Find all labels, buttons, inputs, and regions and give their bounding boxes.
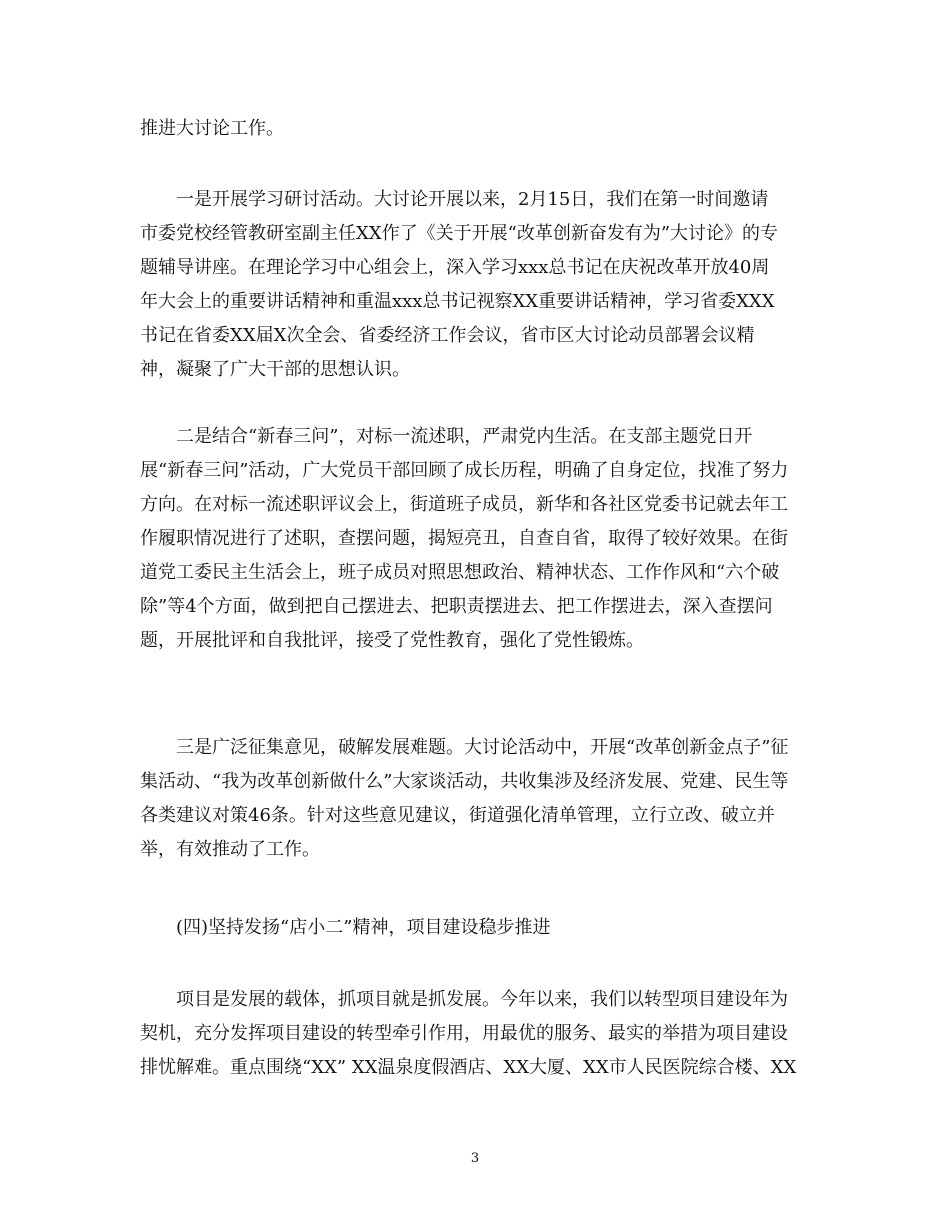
text-line: 各类建议对策46条。针对这些意见建议，街道强化清单管理，立行立改、破立并 bbox=[140, 805, 775, 826]
text-line: 作履职情况进行了述职，查摆问题，揭短亮丑，自查自省，取得了较好效果。在街 bbox=[140, 528, 788, 549]
paragraph-study-activities bbox=[140, 183, 820, 387]
text-line: 二是结合“新春三问”，对标一流述职，严肃党内生活。在支部主题党日开 bbox=[176, 426, 753, 447]
text-line: 集活动、“我为改革创新做什么”大家谈活动，共收集涉及经济发展、党建、民生等 bbox=[140, 771, 789, 792]
text-line: 三是广泛征集意见，破解发展难题。大讨论活动中，开展“改革创新金点子”征 bbox=[176, 737, 789, 758]
heading-text: (四)坚持发扬“店小二”精神，项目建设稳步推进 bbox=[176, 917, 551, 938]
page-number: 3 bbox=[470, 1151, 480, 1166]
paragraph-collect-opinions bbox=[140, 731, 820, 867]
text-line: 市委党校经管教研室副主任XX作了《关于开展“改革创新奋发有为”大讨论》的专 bbox=[140, 223, 779, 244]
text-line: 项目是发展的载体，抓项目就是抓发展。今年以来，我们以转型项目建设年为 bbox=[176, 989, 788, 1010]
text-line: 方向。在对标一流述职评议会上，街道班子成员，新华和各社区党委书记就去年工 bbox=[140, 494, 788, 515]
text-line: 神，凝聚了广大干部的思想认识。 bbox=[140, 359, 410, 380]
paragraph-new-spring-questions bbox=[140, 420, 820, 658]
text-line: 推进大讨论工作。 bbox=[140, 118, 284, 139]
text-line: 年大会上的重要讲话精神和重温xxx总书记视察XX重要讲话精神，学习省委XXX bbox=[140, 291, 775, 312]
text-line: 举，有效推动了工作。 bbox=[140, 839, 320, 860]
text-line: 契机，充分发挥项目建设的转型牵引作用，用最优的服务、最实的举措为项目建设 bbox=[140, 1023, 788, 1044]
text-line: 排忧解难。重点围绕“XX” XX温泉度假酒店、XX大厦、XX市人民医院综合楼、XX bbox=[140, 1057, 797, 1078]
text-line: 展“新春三问”活动，广大党员干部回顾了成长历程，明确了自身定位，找准了努力 bbox=[140, 460, 789, 481]
text-line: 题，开展批评和自我批评，接受了党性教育，强化了党性锻炼。 bbox=[140, 630, 644, 651]
paragraph-continuation bbox=[140, 112, 820, 146]
text-line: 书记在省委XX届X次全会、省委经济工作会议，省市区大讨论动员部署会议精 bbox=[140, 325, 755, 346]
text-line: 题辅导讲座。在理论学习中心组会上，深入学习xxx总书记在庆祝改革开放40周 bbox=[140, 257, 770, 278]
section-heading bbox=[140, 911, 820, 945]
text-line: 一是开展学习研讨活动。大讨论开展以来，2月15日，我们在第一时间邀请 bbox=[176, 189, 769, 210]
text-line: 道党工委民主生活会上，班子成员对照思想政治、精神状态、工作作风和“六个破 bbox=[140, 562, 780, 583]
text-line: 除”等4个方面，做到把自己摆进去、把职责摆进去、把工作摆进去，深入查摆问 bbox=[140, 596, 773, 617]
paragraph-project-construction bbox=[140, 983, 820, 1085]
